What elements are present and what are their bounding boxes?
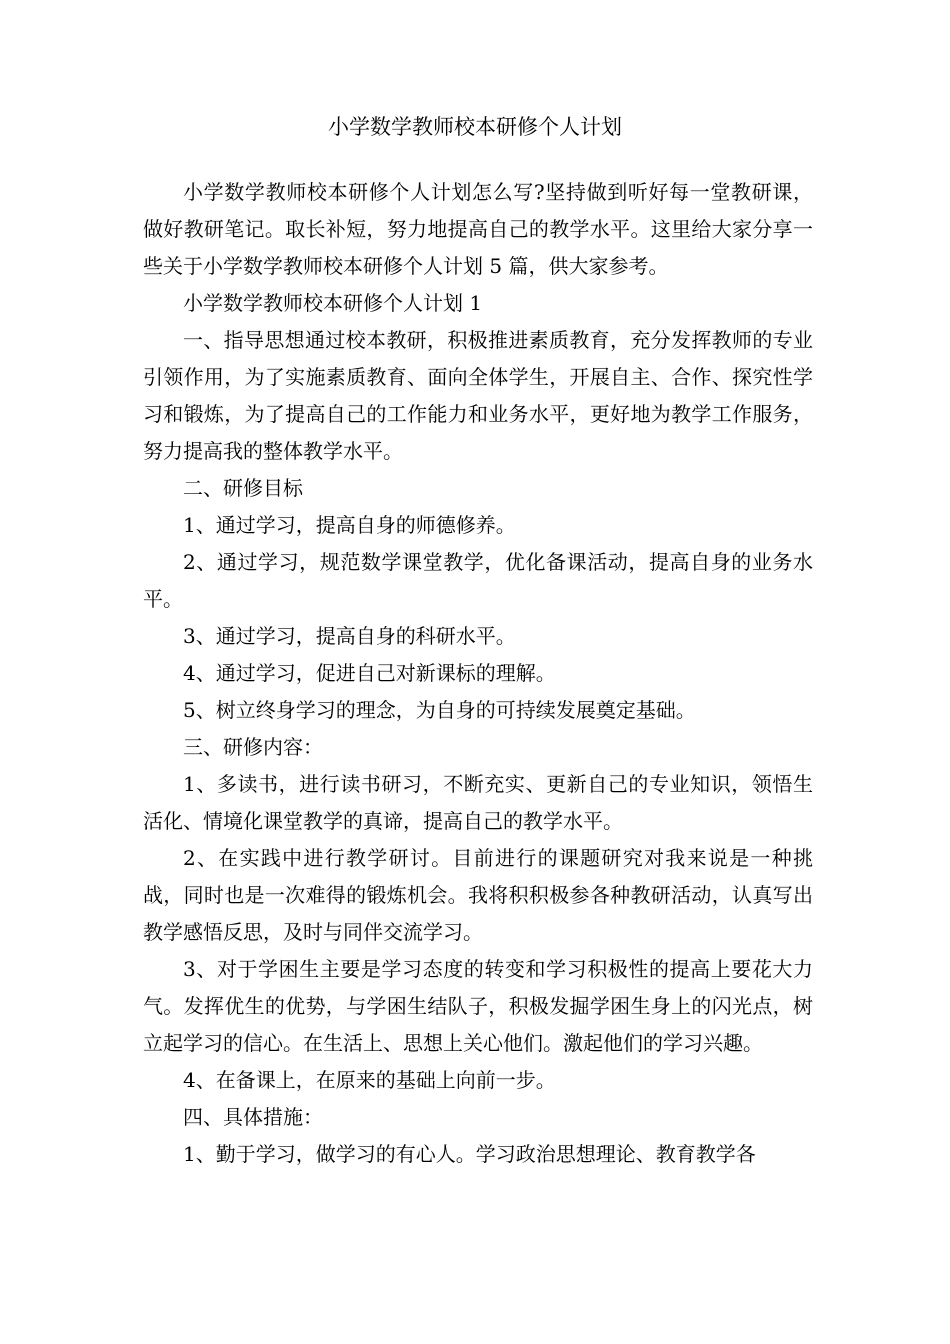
list-item: 2、通过学习，规范数学课堂教学，优化备课活动，提高自身的业务水平。 (143, 550, 813, 611)
list-item: 5、树立终身学习的理念，为自身的可持续发展奠定基础。 (183, 698, 696, 722)
document-title: 小学数学教师校本研修个人计划 (328, 115, 622, 139)
list-item: 1、通过学习，提高自身的师德修养。 (183, 513, 516, 537)
list-item: 3、对于学困生主要是学习态度的转变和学习积极性的提高上要花大力气。发挥优生的优势，与学困生结队子，积极发掘学困生身上的闪光点，树立起学习的信心。在生活上、思想上关心他们。激起他们的学习兴趣。 (143, 957, 813, 1055)
section-heading-content: 三、研修内容： (183, 735, 323, 759)
section-heading-plan-1: 小学数学教师校本研修个人计划 1 (183, 291, 483, 315)
paragraph-intro: 小学数学教师校本研修个人计划怎么写?坚持做到听好每一堂教研课，做好教研笔记。取长补短，努力地提高自己的教学水平。这里给大家分享一些关于小学数学教师校本研修个人计划 5 篇，供大家参考。 (143, 180, 813, 278)
list-item: 4、通过学习，促进自己对新课标的理解。 (183, 661, 556, 685)
list-item: 2、在实践中进行教学研讨。目前进行的课题研究对我来说是一种挑战，同时也是一次难得的锻炼机会。我将积积极参各种教研活动，认真写出教学感悟反思，及时与同伴交流学习。 (143, 846, 813, 944)
list-item: 1、勤于学习，做学习的有心人。学习政治思想理论、教育教学各 (183, 1142, 756, 1166)
list-item: 4、在备课上，在原来的基础上向前一步。 (183, 1068, 556, 1092)
section-heading-measures: 四、具体措施： (183, 1105, 323, 1129)
list-item: 1、多读书，进行读书研习，不断充实、更新自己的专业知识，领悟生活化、情境化课堂教学的真谛，提高自己的教学水平。 (143, 772, 813, 833)
paragraph-guiding-thought: 一、指导思想通过校本教研，积极推进素质教育，充分发挥教师的专业引领作用，为了实施素质教育、面向全体学生，开展自主、合作、探究性学习和锻炼，为了提高自己的工作能力和业务水平，更好地为教学工作服务，努力提高我的整体教学水平。 (143, 328, 813, 463)
list-item: 3、通过学习，提高自身的科研水平。 (183, 624, 516, 648)
document-body (143, 174, 813, 1173)
section-heading-goals: 二、研修目标 (183, 476, 303, 500)
